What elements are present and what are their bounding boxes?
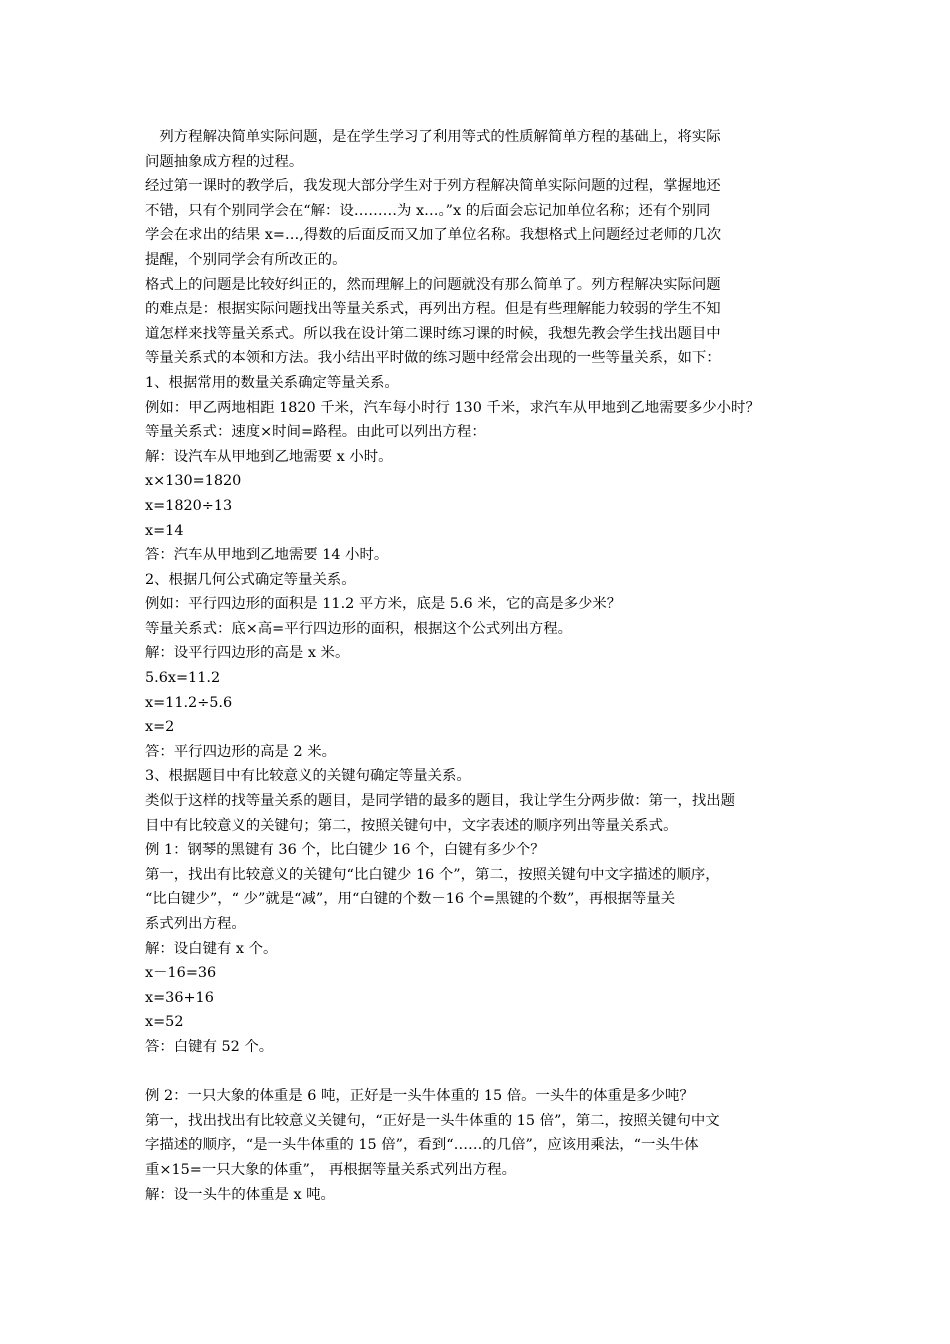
text-line: 5.6x=11.2 [145,670,221,687]
text-line: 解：设一头牛的体重是 x 吨。 [145,1186,335,1203]
text-line: x=2 [145,719,175,736]
text-line: 例如：甲乙两地相距 1820 千米，汽车每小时行 130 千米，求汽车从甲地到乙地需要多少小时？ [145,399,760,416]
text-line: 答：汽车从甲地到乙地需要 14 小时。 [145,547,389,564]
text-line: 经过第一课时的教学后，我发现大部分学生对于列方程解决简单实际问题的过程，掌握地还 [145,178,721,195]
text-line: 答：平行四边形的高是 2 米。 [145,743,336,760]
text-line: x=14 [145,522,184,539]
text-line: 2、根据几何公式确定等量关系。 [145,571,356,588]
text-line: 提醒，个别同学会有所改正的。 [145,251,347,268]
text-line: 例 2：一只大象的体重是 6 吨，正好是一头牛体重的 15 倍。一头牛的体重是多少吨？ [145,1088,694,1105]
text-line: x=36+16 [145,989,214,1006]
text-line: 例如：平行四边形的面积是 11.2 平方米，底是 5.6 米，它的高是多少米？ [145,596,622,613]
text-line: 道怎样来找等量关系式。所以我在设计第二课时练习课的时候，我想先教会学生找出题目中 [145,325,721,342]
text-line: 字描述的顺序，“是一头牛体重的 15 倍”，看到“……的几倍”，应该用乘法，“一头牛体 [145,1137,699,1154]
text-line: x×130=1820 [145,473,242,490]
text-line: 解：设汽车从甲地到乙地需要 x 小时。 [145,448,393,465]
text-line: x－16=36 [145,965,217,982]
text-line: x=52 [145,1014,184,1031]
text-line: 格式上的问题是比较好纠正的，然而理解上的问题就没有那么简单了。列方程解决实际问题 [145,276,721,293]
text-line: 等量关系式的本领和方法。我小结出平时做的练习题中经常会出现的一些等量关系，如下： [145,350,721,367]
text-line: 等量关系式：底×高=平行四边形的面积，根据这个公式列出方程。 [145,620,573,637]
text-line: “比白键少”，“ 少”就是“减”，用“白键的个数－16 个=黑键的个数”，再根据等量关 [145,891,676,908]
text-line: x=11.2÷5.6 [145,694,233,711]
text-line: 解：设平行四边形的高是 x 米。 [145,645,350,662]
text-line: 等量关系式：速度×时间=路程。由此可以列出方程： [145,424,486,441]
text-line: 第一，找出找出有比较意义关键句，“正好是一头牛体重的 15 倍”，第二，按照关键句中文 [145,1112,720,1129]
text-line: 第一，找出有比较意义的关键句“比白键少 16 个”，第二，按照关键句中文字描述的顺序， [145,866,720,883]
document-body [145,126,815,1208]
text-line: 的难点是：根据实际问题找出等量关系式，再列出方程。但是有些理解能力较弱的学生不知 [145,301,721,318]
text-line: 目中有比较意义的关键句；第二，按照关键句中，文字表述的顺序列出等量关系式。 [145,817,678,834]
text-line: 1、根据常用的数量关系确定等量关系。 [145,374,399,391]
text-line: 系式列出方程。 [145,916,246,932]
text-line: 类似于这样的找等量关系的题目，是同学错的最多的题目，我让学生分两步做：第一，找出题 [145,793,736,810]
text-line: 重×15=一只大象的体重”， 再根据等量关系式列出方程。 [145,1161,516,1178]
text-line: 例 1：钢琴的黑键有 36 个，比白键少 16 个，白键有多少个？ [145,842,545,859]
blank-line [145,1061,815,1086]
text-line: x=1820÷13 [145,497,233,514]
text-line: 解：设白键有 x 个。 [145,940,278,957]
text-line: 列方程解决简单实际问题，是在学生学习了利用等式的性质解简单方程的基础上，将实际 [145,129,721,145]
text-line: 3、根据题目中有比较意义的关键句确定等量关系。 [145,768,471,785]
text-line: 学会在求出的结果 x=…,得数的后面反而又加了单位名称。我想格式上问题经过老师的几次 [145,227,722,244]
text-line: 不错，只有个别同学会在“解：设………为 x…。”x 的后面会忘记加单位名称；还有个别同 [145,202,711,219]
text-line: 答：白键有 52 个。 [145,1038,274,1055]
text-line: 问题抽象成方程的过程。 [145,153,304,170]
